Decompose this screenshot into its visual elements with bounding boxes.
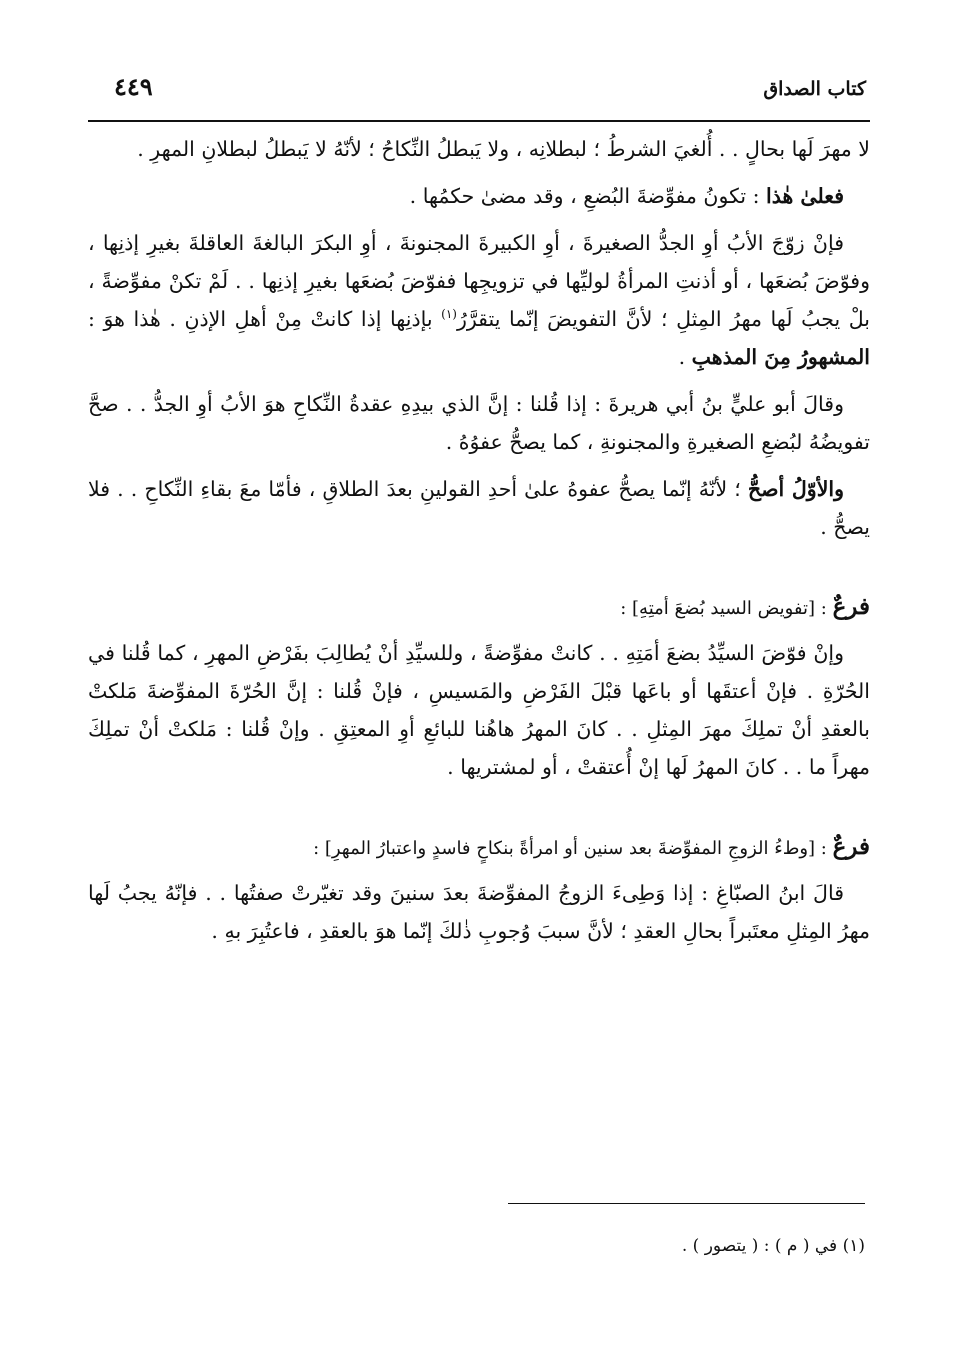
branch-1-title: : [تفويض السيد بُضعَ أمتِهِ] :	[620, 598, 833, 619]
branch-heading-2	[88, 828, 870, 868]
paragraph-2	[88, 177, 870, 215]
paragraph-5-lead: والأوّلُ أصحُّ	[747, 477, 844, 501]
branch-1-paragraph	[88, 634, 870, 786]
paragraph-2-text: : تكونُ مفوِّضةَ البُضعِ ، وقد مضىٰ حكمُها .	[409, 184, 767, 208]
branch-2-paragraph	[88, 874, 870, 950]
branch-2-paragraph-text: قالَ ابنُ الصبّاغِ : إذا وَطِىءَ الزوجُ المفوِّضةَ بعدَ سنينَ وقد تغيّرتْ صفتُها . . فإنّهُ يجبُ لَها مهرُ المِثلِ معتَبراً بحالِ العقدِ ؛ لأنَّ سببَ وُجوبِ ذٰلكَ إنّما هوَ بالعقدِ ، فاعتُبِرَ بهِ .	[88, 881, 870, 943]
branch-1-paragraph-text: وإنْ فوّضَ السيِّدُ بضعَ أمَتِهِ . . كانتْ مفوِّضةً ، وللسيِّدِ أنْ يُطالِبَ بفَرْضِ المهرِ ، كما قُلنا في الحُرّةِ . فإنْ أعتقَها أو باعَها قبْلَ الفَرْضِ والمَسيسِ ، فإنْ قُلنا : إنَّ الحُرّةَ المفوِّضةَ مَلكتْ بالعقدِ أنْ تملِكَ مهرَ المِثلِ . . كانَ المهرُ هاهُنا للبائعِ أوِ المعتِقِ . وإنْ قُلنا : مَلكتْ أنْ تملِكَ مهراً ما . . كانَ المهرُ لَها إنْ أُعتقتْ ، أو لمشتريها .	[88, 641, 870, 779]
paragraph-4	[88, 385, 870, 461]
page-number: ٤٤٩	[114, 72, 153, 101]
paragraph-3	[88, 224, 870, 376]
footnote-marker: (١)	[441, 307, 457, 322]
paragraph-5-text: ؛ لأنّهُ إنّما يصحُّ عفوهُ علىٰ أحدِ القولينِ بعدَ الطلاقِ ، فأمّا معَ بقاءِ النِّكاحِ . . فلا يصحُّ .	[88, 477, 870, 539]
header-rule	[88, 120, 870, 122]
paragraph-1	[88, 130, 870, 168]
branch-1-label: فرعٌ	[832, 593, 870, 620]
paragraph-3-end: .	[678, 345, 692, 369]
branch-heading-1	[88, 588, 870, 628]
paragraph-3-text: فإنْ زوّجَ الأبُ أوِ الجدُّ الصغيرةَ ، أوِ الكبيرةَ المجنونةَ ، أوِ البكرَ البالغةَ العاقلةَ بغيرِ إذنِها ، وفوّضَ بُضعَها ، أو أذنتِ المرأةُ لوليِّها في تزويجِها ففوّضَ بُضعَها بغيرِ إذنِها . . لَمْ تكنْ مفوِّضةً ، بلْ يجبُ لَها مهرُ المِثلِ ؛ لأنَّ التفويضَ إنّما يتقرَّرُ	[88, 231, 870, 331]
branch-2-title: : [وطءُ الزوجِ المفوِّضةَ بعد سنين أو امرأةً بنكاحٍ فاسدٍ واعتبارُ المهرِ] :	[313, 838, 833, 859]
footnote-rule	[508, 1203, 865, 1204]
paragraph-3-tail: بإذنِها إذا كانتْ مِنْ أهلِ الإذنِ . هٰذا هوَ :	[88, 307, 442, 331]
main-text	[88, 130, 870, 950]
book-title: كتاب الصداق	[763, 78, 866, 100]
paragraph-2-lead: فعلىٰ هٰذا	[766, 184, 844, 208]
footnote: (١) في ( م ) : ( يتصور ) .	[681, 1236, 865, 1256]
paragraph-1-text: لا مهرَ لَها بحالٍ . . أُلغيَ الشرطُ ؛ لبطلانِه ، ولا يَبطلُ النِّكاحُ ؛ لأنّهُ لا يَبطلُ لبطلانِ المهرِ .	[137, 137, 870, 161]
paragraph-5	[88, 470, 870, 546]
page	[88, 70, 870, 959]
page-header	[88, 70, 870, 112]
paragraph-4-text: وقالَ أبو عليٍّ بنُ أبي هريرةَ : إذا قُلنا : إنَّ الذي بيدِهِ عقدةُ النِّكاحِ هوَ الأبُ أوِ الجدُّ . . صحَّ تفويضُهُ لبُضعِ الصغيرةِ والمجنونةِ ، كما يصحُّ عفوُهُ .	[88, 392, 870, 454]
branch-2-label: فرعٌ	[832, 833, 870, 860]
paragraph-3-bold: المشهورُ مِنَ المذهبِ	[691, 345, 870, 369]
